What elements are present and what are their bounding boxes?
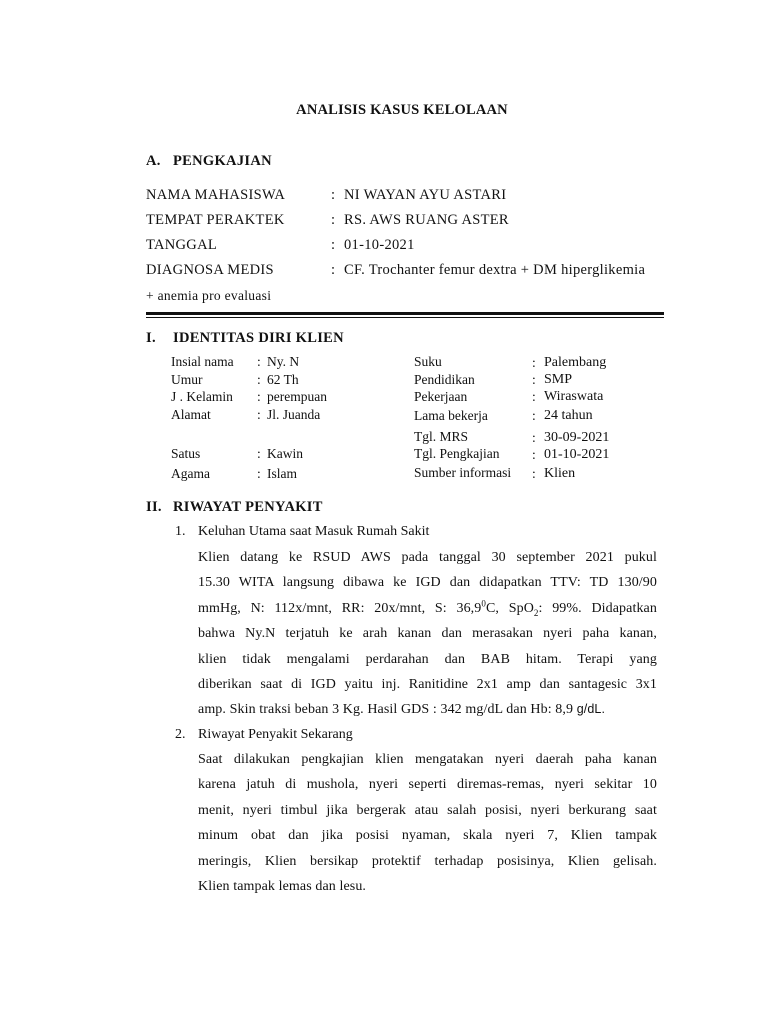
meta-key-tempat: TEMPAT PERAKTEK xyxy=(146,212,285,228)
identity-value-suku: Palembang xyxy=(544,355,607,370)
meta-colon: : xyxy=(331,237,336,253)
paragraph-line: karena jatuh di mushola, nyeri seperti diremas-remas, nyeri sekitar 10 xyxy=(198,777,657,793)
paragraph-line: diberikan saat di IGD yaitu inj. Ranitidine 2x1 amp dan santagesic 3x1 xyxy=(198,676,657,692)
identity-colon: : xyxy=(532,355,536,370)
identity-key-kelamin: J . Kelamin xyxy=(171,389,233,404)
identity-value-tgl-pengkajian: 01-10-2021 xyxy=(544,447,610,462)
identity-colon: : xyxy=(532,408,536,423)
section-a-heading: PENGKAJIAN xyxy=(173,153,272,169)
divider-thick xyxy=(146,312,664,315)
paragraph-line: Klien datang ke RSUD AWS pada tanggal 30 september 2021 pukul xyxy=(198,550,657,565)
item-heading-keluhan-utama: Keluhan Utama saat Masuk Rumah Sakit xyxy=(198,524,430,539)
paragraph-line: Saat dilakukan pengkajian klien mengatakan nyeri daerah paha kanan xyxy=(198,752,657,767)
paragraph-line xyxy=(198,697,657,722)
identity-value-pekerjaan: Wiraswata xyxy=(544,389,604,404)
identity-value-sumber-informasi: Klien xyxy=(544,466,576,481)
identity-colon: : xyxy=(257,354,261,369)
meta-key-diagnosa: DIAGNOSA MEDIS xyxy=(146,262,274,278)
oxygen-subscript: 2 xyxy=(533,607,539,618)
divider-thin xyxy=(146,317,664,318)
identity-colon: : xyxy=(532,430,536,445)
meta-colon: : xyxy=(331,212,336,228)
item-number: 1. xyxy=(175,524,186,539)
identity-value-kelamin: perempuan xyxy=(267,389,327,404)
section-ii-number: II. xyxy=(146,499,162,515)
item-heading-riwayat-sekarang: Riwayat Penyakit Sekarang xyxy=(198,727,353,742)
text-segment: amp. Skin traksi beban 3 Kg. Hasil GDS : 342 mg/dL dan Hb: 8,9 xyxy=(198,702,574,718)
paragraph-line: Klien tampak lemas dan lesu. xyxy=(198,878,367,894)
degree-superscript: 0 xyxy=(481,598,486,609)
paragraph-line: 15.30 WITA langsung dibawa ke IGD dan didapatkan TTV: TD 130/90 xyxy=(198,575,657,591)
identity-key-pendidikan: Pendidikan xyxy=(414,372,475,387)
meta-colon: : xyxy=(331,262,336,278)
identity-value-lama-bekerja: 24 tahun xyxy=(544,408,593,423)
identity-value-status: Kawin xyxy=(267,446,303,461)
meta-key-tanggal: TANGGAL xyxy=(146,237,218,253)
identity-key-umur: Umur xyxy=(171,372,203,387)
identity-colon: : xyxy=(257,446,261,461)
identity-colon: : xyxy=(532,466,536,481)
identity-value-tgl-mrs: 30-09-2021 xyxy=(544,430,610,445)
text-segment: C, SpO xyxy=(485,600,534,616)
paragraph-line: meringis, Klien bersikap protektif terhadap posisinya, Klien gelisah. xyxy=(198,853,657,869)
meta-value-tempat: RS. AWS RUANG ASTER xyxy=(344,212,509,228)
document-title: ANALISIS KASUS KELOLAAN xyxy=(296,102,508,118)
identity-key-inisial: Insial nama xyxy=(171,354,234,369)
identity-value-alamat: Jl. Juanda xyxy=(267,407,321,422)
unit-text: g/dL. xyxy=(576,702,606,717)
identity-key-alamat: Alamat xyxy=(171,407,211,422)
identity-colon: : xyxy=(532,447,536,462)
meta-value-nama: NI WAYAN AYU ASTARI xyxy=(344,187,507,203)
paragraph-line: bahwa Ny.N terjatuh ke arah kanan dan merasakan nyeri paha kanan, xyxy=(198,626,657,642)
identity-colon: : xyxy=(257,389,261,404)
identity-key-suku: Suku xyxy=(414,354,442,369)
meta-key-nama: NAMA MAHASISWA xyxy=(146,187,286,203)
identity-colon: : xyxy=(532,389,536,404)
identity-key-pekerjaan: Pekerjaan xyxy=(414,389,468,404)
identity-key-sumber-informasi: Sumber informasi xyxy=(414,465,512,480)
meta-colon: : xyxy=(331,187,336,203)
identity-key-tgl-mrs: Tgl. MRS xyxy=(414,429,469,444)
identity-value-inisial: Ny. N xyxy=(267,354,300,369)
paragraph-keluhan-utama xyxy=(198,545,657,723)
section-a-number: A. xyxy=(146,153,161,169)
identity-value-agama: Islam xyxy=(267,466,297,481)
meta-value-diagnosa: CF. Trochanter femur dextra + DM hiperglikemia xyxy=(344,262,646,278)
identity-colon: : xyxy=(257,466,261,481)
section-i-heading: IDENTITAS DIRI KLIEN xyxy=(173,330,344,346)
text-segment: mmHg, N: 112x/mnt, RR: 20x/mnt, S: 36,9 xyxy=(198,600,482,616)
identity-key-status: Satus xyxy=(171,446,201,461)
diagnosa-continuation: + anemia pro evaluasi xyxy=(146,288,272,303)
identity-colon: : xyxy=(257,372,261,387)
section-ii-heading: RIWAYAT PENYAKIT xyxy=(173,499,323,515)
text-segment: : 99%. Didapatkan xyxy=(538,600,657,616)
section-i-number: I. xyxy=(146,330,156,346)
identity-colon: : xyxy=(257,407,261,422)
paragraph-line: klien tidak mengalami perdarahan dan BAB hitam. Terapi yang xyxy=(198,651,657,667)
meta-value-tanggal: 01-10-2021 xyxy=(344,237,415,253)
identity-key-lama-bekerja: Lama bekerja xyxy=(414,408,488,423)
item-number: 2. xyxy=(175,727,186,742)
identity-value-umur: 62 Th xyxy=(267,372,299,387)
paragraph-line-vitals xyxy=(198,596,657,621)
paragraph-line: menit, nyeri timbul jika bergerak atau salah posisi, nyeri berkurang saat xyxy=(198,802,657,818)
paragraph-line: minum obat dan jika posisi nyaman, skala nyeri 7, Klien tampak xyxy=(198,828,657,844)
identity-key-agama: Agama xyxy=(171,466,210,481)
identity-key-tgl-pengkajian: Tgl. Pengkajian xyxy=(414,446,500,461)
paragraph-riwayat-sekarang xyxy=(198,747,657,899)
identity-value-pendidikan: SMP xyxy=(544,372,573,387)
identity-colon: : xyxy=(532,372,536,387)
